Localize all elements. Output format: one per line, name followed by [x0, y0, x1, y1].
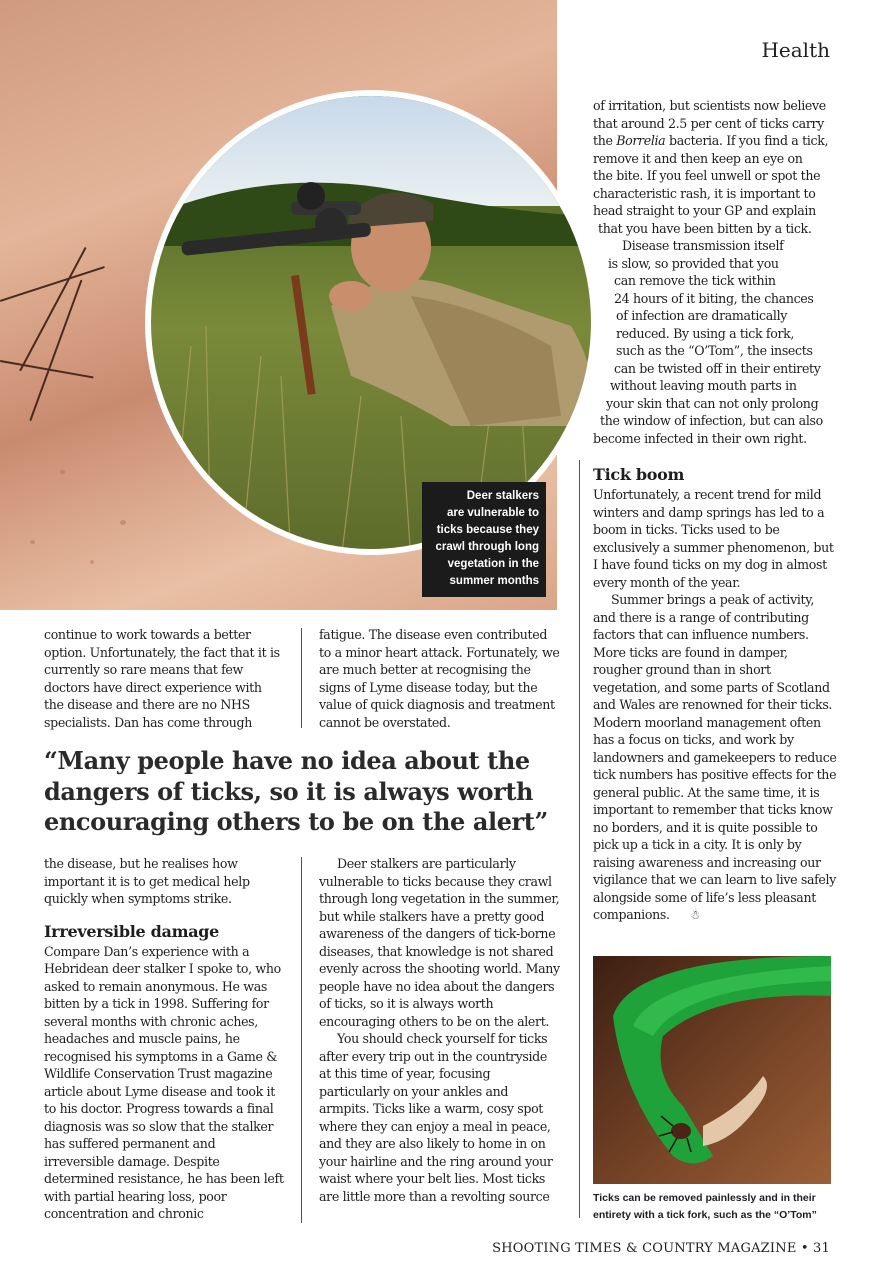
tick-boom-section: [593, 465, 837, 925]
right-column-line: remove it and then keep an eye on: [593, 150, 803, 166]
lower-col-1-body: Compare Dan’s experience with a Hebridean deer stalker I spoke to, who asked to remain anonymous. He was bitten by a tick in 1998. Suffering for several months with chronic aches, headaches and muscle pains, he recognised his symptoms in a Game & Wildlife Conservation Trust magazine article about Lyme disease and took it to his doctor. Progress towards a final diagnosis was so slow that the stalker has suffered permanent and irreversible damage. Despite determined resistance, he has been left with partial hearing loss, poor concentration and chronic: [44, 943, 284, 1221]
subheading-irreversible-damage: Irreversible damage: [44, 921, 220, 941]
lower-col-2-para-1: Deer stalkers are particularly vulnerable to ticks because they crawl through long vegetation in the summer, but while stalkers have a pretty good awareness of the dangers of tick-borne diseases, that knowledge is not shared evenly across the shooting world. Many people have no idea about the dangers of ticks, so it is always worth encouraging others to be on the alert.: [319, 856, 560, 1029]
right-column-line: your skin that can not only prolong: [606, 395, 819, 411]
right-column-line: the bite. If you feel unwell or spot the: [593, 168, 821, 183]
column-divider: [301, 857, 302, 1223]
hair-strand: [0, 266, 105, 302]
right-column-line: head straight to your GP and explain: [593, 203, 816, 218]
right-column-top: [560, 97, 840, 447]
right-column-line: the Borrelia bacteria. If you find a tick,: [593, 133, 829, 148]
caption-line: ticks because they: [436, 524, 539, 536]
page-footer: SHOOTING TIMES & COUNTRY MAGAZINE • 31: [492, 1241, 830, 1256]
right-column-line: such as the “O’Tom”, the insects: [616, 343, 813, 358]
right-column-line: that you have been bitten by a tick.: [598, 220, 812, 236]
right-column-line: can remove the tick within: [614, 273, 776, 288]
tick-photo-caption: Ticks can be removed painlessly and in their entirety with a tick fork, such as the “O’Tom”: [593, 1192, 817, 1221]
right-column-line: can be twisted off in their entirety: [614, 360, 821, 376]
lower-col-1: [44, 855, 286, 1223]
right-column-line: characteristic rash, it is important to: [593, 185, 816, 201]
section-label: Health: [761, 38, 830, 62]
caption-line: vegetation in the: [447, 558, 539, 570]
right-column-line: of irritation, but scientists now believe: [593, 98, 826, 113]
right-column-line: become infected in their own right.: [593, 430, 807, 446]
column-divider: [579, 460, 580, 1218]
upper-col-2: [319, 626, 561, 731]
lower-col-2-para-2: You should check yourself for ticks after every trip out in the countryside at this time of year, focusing particularly on your ankles and armpits. Ticks like a warm, cosy spot where they can enjoy a meal in peace, and they are also likely to home in on your hairline and the ring around your waist where your belt lies. Most ticks are little more than a revolting source: [319, 1031, 553, 1204]
caption-line: are vulnerable to: [446, 507, 539, 519]
right-column-line: that around 2.5 per cent of ticks carry: [593, 115, 824, 131]
right-column-line: without leaving mouth parts in: [610, 378, 797, 393]
right-column-line: the window of infection, but can also: [600, 413, 823, 428]
subheading-tick-boom: Tick boom: [593, 465, 685, 484]
skin-pore: [120, 520, 126, 525]
caption-line: summer months: [449, 575, 539, 587]
tick-boom-para-2: Summer brings a peak of activity, and there is a range of contributing factors that can influence numbers. More ticks are found in damper, rougher ground than in short vegetation, and some parts of Scotland and Wales are renowned for their ticks. Modern moorland management often has a focus on ticks, and work by landowners and gamekeepers to reduce tick numbers has positive effects for the general public. At the same time, it is important to remember that ticks know no borders, and it is quite possible to pick up a tick in a city. It is only by raising awareness and increasing our vigilance that we can learn to live safely alongside some of life’s less pleasant companions.: [593, 592, 837, 922]
end-mark-icon: ☃: [689, 908, 701, 922]
skin-pore: [90, 560, 94, 564]
right-column-line: 24 hours of it biting, the chances: [614, 290, 814, 306]
upper-col-2-text: fatigue. The disease even contributed to a minor heart attack. Fortunately, we are much better at recognising the signs of Lyme disease today, but the value of quick diagnosis and treatment cannot be overstated.: [319, 627, 560, 730]
pull-quote: “Many people have no idea about the dangers of ticks, so it is always worth encouraging others to be on the alert”: [44, 746, 548, 836]
caption-line: Deer stalkers: [466, 490, 539, 502]
tick-boom-para-1: Unfortunately, a recent trend for mild winters and damp springs has led to a boom in ticks. Ticks used to be exclusively a summer phenomenon, but I have found ticks on my dog in almost every month of the year.: [593, 487, 834, 590]
lower-col-1-intro: the disease, but he realises how important it is to get medical help quickly when symptoms strike.: [44, 856, 250, 906]
photo-caption: [422, 482, 546, 597]
lower-col-2: [319, 855, 561, 1205]
right-column-line: of infection are dramatically: [616, 308, 788, 323]
column-divider: [301, 628, 302, 728]
caption-line: crawl through long: [435, 541, 539, 553]
right-column-line: is slow, so provided that you: [608, 255, 779, 271]
upper-col-1-text: continue to work towards a better option. Unfortunately, the fact that it is currently so rare means that few doctors have direct experience with the disease and there are no NHS specialists. Dan has come through: [44, 627, 280, 730]
skin-pore: [60, 470, 65, 474]
upper-col-1: [44, 626, 284, 731]
right-column-line: reduced. By using a tick fork,: [616, 325, 795, 341]
right-column-line: Disease transmission itself: [622, 238, 784, 253]
skin-pore: [30, 540, 35, 544]
tick-fork-photo: [593, 956, 831, 1184]
